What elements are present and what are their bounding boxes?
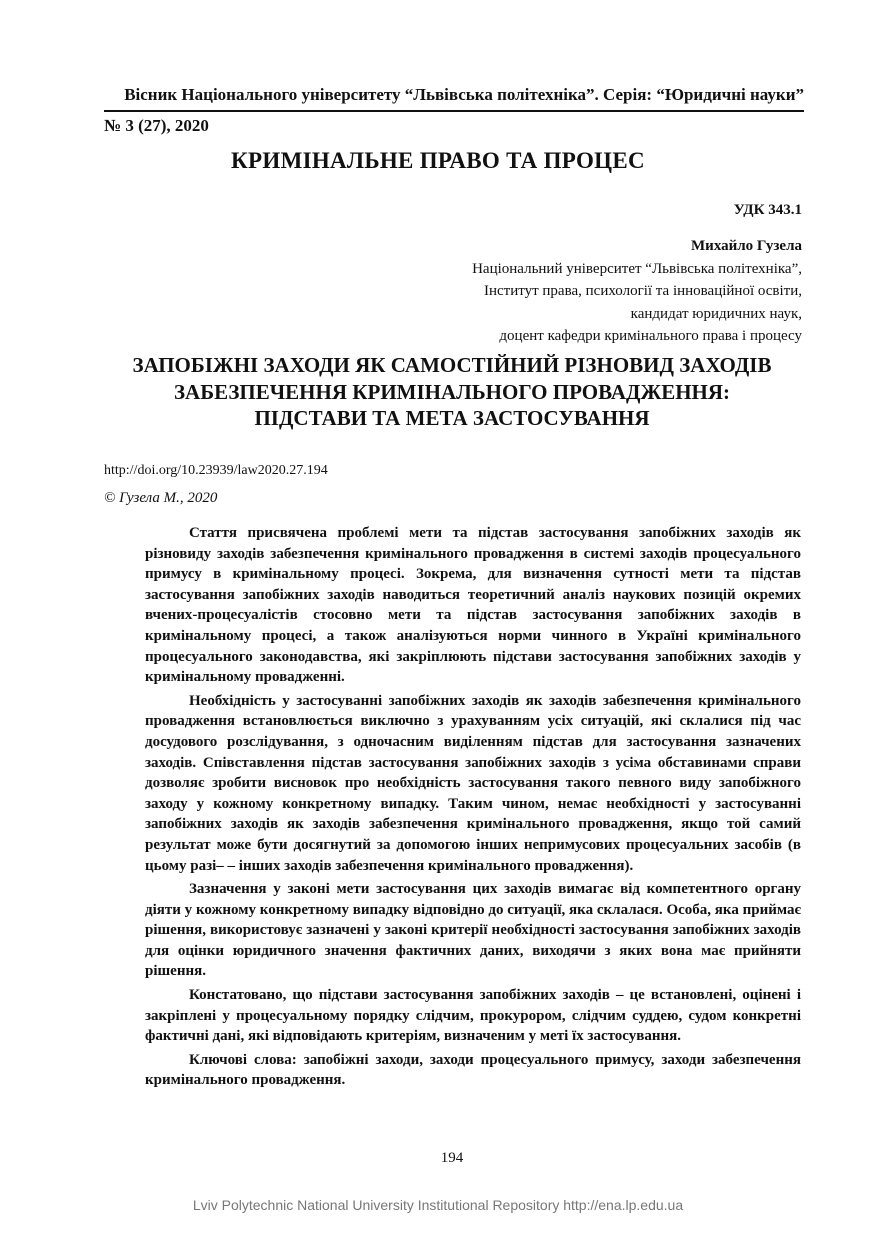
article-title-line: ПІДСТАВИ ТА МЕТА ЗАСТОСУВАННЯ [254,406,650,430]
journal-title: Вісник Національного університету “Львівська політехніка”. Серія: “Юридичні науки” [124,85,804,104]
keywords-paragraph: Ключові слова: запобіжні заходи, заходи процесуального примусу, заходи забезпечення кримінального провадження. [145,1051,801,1089]
repository-footer: Lviv Polytechnic National University Institutional Repository http://ena.lp.edu.ua [192,1197,684,1213]
issue-number: № 3 (27), 2020 [104,116,209,135]
author-block [472,235,802,348]
article-title-line: ЗАПОБІЖНІ ЗАХОДИ ЯК САМОСТІЙНИЙ РІЗНОВИД ЗАХОДІВ [132,353,772,377]
page-number: 194 [440,1150,464,1166]
affiliation-line: доцент кафедри кримінального права і процесу [499,328,802,344]
author-name: Михайло Гузела [691,238,802,254]
section-title: КРИМІНАЛЬНЕ ПРАВО ТА ПРОЦЕС [231,148,645,173]
abstract-paragraph: Необхідність у застосуванні запобіжних заходів як заходів забезпечення кримінального провадження встановлюється виключно з урахуванням усіх ситуацій, які склалися під час досудового розслідування, з одночасним виділенням підстав для застосування зазначених заходів. Співставлення підстав застосування запобіжних заходів з усіма обставинами справи дозволяє зробити висновок про необхідність застосування такого певного виду запобіжного заходу у кожному конкретному випадку. Таким чином, немає необхідності у застосуванні запобіжних заходів як заходів забезпечення кримінального провадження, якщо той самий результат може бути досягнутий за допомогою інших непримусових процесуальних засобів (в цьому разі– – інших заходів забезпечення кримінального провадження). [145,692,801,874]
udk-code: УДК 343.1 [733,202,802,218]
doi-link[interactable]: http://doi.org/10.23939/law2020.27.194 [104,463,328,478]
copyright-notice: © Гузела М., 2020 [104,490,218,506]
abstract-paragraph: Стаття присвячена проблемі мети та підстав застосування запобіжних заходів як різновиду заходів забезпечення кримінального провадження в системі заходів процесуального примусу в кримінальному процесі. Зокрема, для визначення сутності мети та підстав застосування запобіжних заходів наводиться теоретичний аналіз наукових позицій окремих вчених-процесуалістів стосовно мети та підстав застосування запобіжних заходів в кримінальному процесі, а також аналізуються норми чинного в Україні кримінального процесуального законодавства, які закріплюють підстави застосування запобіжних заходів у кримінальному провадженні. [145,525,801,686]
article-title-line: ЗАБЕЗПЕЧЕННЯ КРИМІНАЛЬНОГО ПРОВАДЖЕННЯ: [173,379,731,404]
affiliation-line: Національний університет “Львівська політехніка”, [472,260,802,277]
abstract [145,523,801,1094]
abstract-paragraph: Констатовано, що підстави застосування запобіжних заходів – це встановлені, оцінені і закріплені у процесуальному порядку слідчим, прокурором, слідчим суддею, судом конкретні фактичні дані, які відповідають критеріям, визначеним у меті їх застосування. [145,987,801,1045]
abstract-paragraph: Зазначення у законі мети застосування цих заходів вимагає від компетентного органу діяти у кожному конкретному випадку відповідно до ситуації, яка склалася. Особа, яка приймає рішення, використовує зазначені у законі критерії необхідності застосування запобіжних заходів для оцінки юридичного значення фактичних даних, виходячи з яких вона має прийняти рішення. [145,881,801,980]
article-title [0,352,876,432]
running-header [104,82,804,138]
affiliation-line: кандидат юридичних наук, [630,305,802,322]
affiliation-line: Інститут права, психології та інноваційної освіти, [483,283,802,299]
header-divider [104,110,804,112]
